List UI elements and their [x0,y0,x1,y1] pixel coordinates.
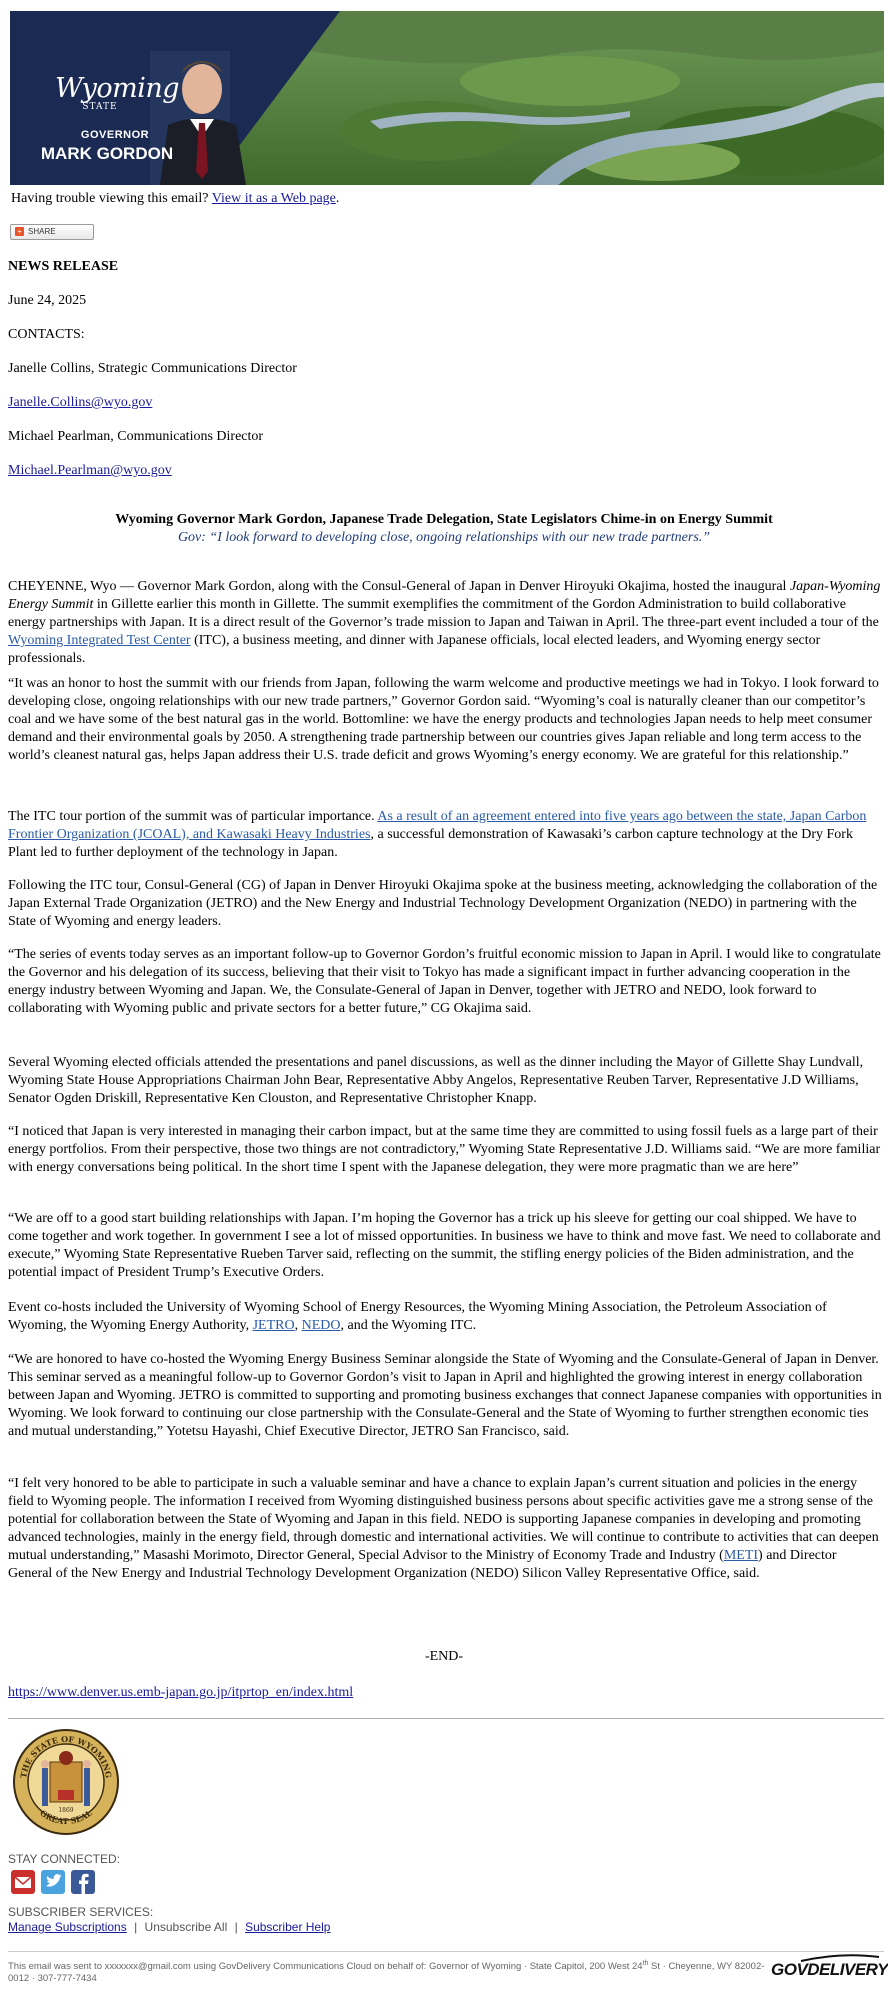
contact-2-name: Michael Pearlman, Communications Director [8,429,264,444]
jetro-link[interactable]: JETRO [252,1318,295,1333]
share-button[interactable]: + SHARE [10,224,94,240]
footer-divider [8,1951,884,1952]
email-icon[interactable] [10,1869,36,1895]
seal-top-text: THE STATE OF WYOMING [18,1733,114,1779]
paragraph-3: The ITC tour portion of the summit was of particular importance. As a result of an agreement entered into five years ago between the state, Japan Carbon Frontier Organization (JCOAL), and Kawasaki Heavy Industries, a successful demonstration of Kawasaki’s carbon capture technology at the Dry Fork Plant led to further deployment of the technology in Japan. [8,809,867,860]
meti-link[interactable]: METI [723,1548,759,1563]
itc-link[interactable]: Wyoming Integrated Test Center [8,633,191,648]
contact-1-name: Janelle Collins, Strategic Communications Director [8,361,297,376]
contact-2-email-link[interactable]: Michael.Pearlman@wyo.gov [8,463,172,478]
contact-1-email-link[interactable]: Janelle.Collins@wyo.gov [8,395,153,410]
paragraph-7: “I noticed that Japan is very interested in managing their carbon impact, but at the same time they are committed to using fossil fuels as a large part of their energy portfolios. From their perspective, those two things are not contradictory,” Wyoming State Representative J.D. Williams said. “We are more familiar with energy conversations being political. In the short time I spent with the Japanese delegation, they were more pragmatic than we are here” [8,1124,881,1175]
unsubscribe-all-text: Unsubscribe All [144,1920,228,1934]
governor-label: GOVERNOR [80,129,150,141]
governor-name: MARK GORDON [40,144,174,163]
divider [8,1718,884,1719]
logo-text: Wyoming [55,73,180,104]
footer-note: This email was sent to xxxxxxx@gmail.com using GovDelivery Communications Cloud on behalf of: Governor of Wyoming · State Capitol, 200 West 24th St · Cheyenne, WY 82002-0012 · 307-777-7434 [8,1960,765,1985]
view-as-webpage-link[interactable]: View it as a Web page [211,191,336,206]
seal-bottom-text: GREAT SEAL [38,1807,94,1827]
twitter-icon[interactable] [40,1869,66,1895]
headline: Wyoming Governor Mark Gordon, Japanese Trade Delegation, State Legislators Chime-in on Energy Summit [115,512,773,527]
embassy-link[interactable]: https://www.denver.us.emb-japan.go.jp/itprtop_en/index.html [8,1685,354,1700]
news-release-label: NEWS RELEASE [8,259,119,274]
subhead: Gov: “I look forward to developing close, ongoing relationships with our new trade partners.” [177,530,711,545]
logo-subtext: STATE [82,102,118,112]
nedo-link[interactable]: NEDO [301,1318,341,1333]
paragraph-5: “The series of events today serves as an important follow-up to Governor Gordon’s fruitful economic mission to Japan in April. I would like to congratulate the Governor and his delegation of its success, believing that their visit to Tokyo has made a significant impact in further advancing cooperation in the energy industry between Wyoming and Japan. We, the Consulate-General of Japan in Denver, together with JETRO and NEDO, look forward to collaborating with Wyoming public and private sectors for a better future,” CG Okajima said. [8,947,881,1016]
paragraph-11: “I felt very honored to be able to participate in such a valuable seminar and have a chance to explain Japan’s current situation and policies in the energy field to Wyoming people. The information I received from Wyoming distinguished business persons about specific activities gave me a strong sense of the potential for collaboration between the State of Wyoming and Japan in this field. NEDO is supporting Japanese companies in developing and promoting advanced technologies, mainly in the energy field, through domestic and international activities. We will continue to contribute to activities that can deepen mutual understanding,” Masashi Morimoto, Director General, Special Advisor to the Ministry of Economy Trade and Industry (METI) and Director General of the New Energy and Industrial Technology Development Organization (NEDO) Silicon Valley Representative Office, said. [8,1476,879,1581]
wyoming-logo [55,73,180,112]
paragraph-10: “We are honored to have co-hosted the Wyoming Energy Business Seminar alongside the State of Wyoming and the Consulate-General of Japan in Denver. This seminar served as a meaningful follow-up to Governor Gordon’s visit to Japan in April and highlighted the growing interest in energy collaboration between Japan and Wyoming. JETRO is committed to supporting and promoting business exchanges that connect Japanese companies with opportunities in Wyoming. We look forward to continuing our close partnership with the Consulate-General and the State of Wyoming to further strengthen economic ties and mutual understanding,” Yotetsu Hayashi, Chief Executive Director, JETRO San Francisco, said. [8,1352,882,1439]
plus-icon: + [15,227,24,236]
paragraph-2: “It was an honor to host the summit with our friends from Japan, following the warm welcome and productive meetings we had in Tokyo. I look forward to developing close, ongoing relationships with our new trade partners,” Governor Gordon said. “Wyoming’s coal is naturally cleaner than our competitor’s coal and we have some of the best natural gas in the world. Bottomline: we have the energy products and technologies Japan needs to help meet consumer demand and their environmental goals by 2050. A strengthening trade partnership between our countries gives Japan reliable and long term access to the world’s cleanest natural gas, helps Japan address their U.S. trade deficit and grows Wyoming’s energy economy. We are grateful for this relationship.” [8,676,879,763]
paragraph-1: CHEYENNE, Wyo — Governor Mark Gordon, along with the Consul-General of Japan in Denver Hiroyuki Okajima, hosted the inaugural Japan-Wyoming Energy Summit in Gillette earlier this month in Gillette. The summit exemplifies the commitment of the Gordon Administration to build collaborative energy partnerships with Japan. It is a direct result of the Governor’s trade mission to Japan and Taiwan in April. The three-part event included a tour of the Wyoming Integrated Test Center (ITC), a business meeting, and dinner with Japanese officials, local elected leaders, and Wyoming energy sector professionals. [8,579,881,666]
stay-connected-label: STAY CONNECTED: [8,1852,121,1866]
facebook-icon[interactable] [70,1869,96,1895]
paragraph-8: “We are off to a good start building relationships with Japan. I’m hoping the Governor has a trick up his sleeve for getting our coal shipped. We have to come together and work together. In government I see a lot of missed opportunities. In business we have to think and move fast. We need to collaborate and execute,” Wyoming State Representative Rueben Tarver said, reflecting on the summit, the stifling energy policies of the Biden administration, and the potential impact of President Trump’s Executive Orders. [8,1211,881,1280]
view-trouble-line: Having trouble viewing this email? View it as a Web page. [11,191,340,206]
seal-year-text: 1869 [58,1807,74,1814]
subscriber-services-label: SUBSCRIBER SERVICES: [8,1905,154,1919]
wyoming-great-seal [12,1728,120,1836]
subscriber-help-link[interactable]: Subscriber Help [245,1920,331,1934]
paragraph-4: Following the ITC tour, Consul-General (CG) of Japan in Denver Hiroyuki Okajima spoke at the business meeting, acknowledging the collaboration of the Japan External Trade Organization (JETRO) and the New Energy and Industrial Technology Development Organization (NEDO) in partnering with the State of Wyoming and energy leaders. [8,878,878,929]
govdelivery-logo: GOVDELIVERY [771,1960,888,1980]
end-marker: -END- [424,1649,464,1664]
contacts-label: CONTACTS: [8,327,85,342]
paragraph-9: Event co-hosts included the University of Wyoming School of Energy Resources, the Wyoming Mining Association, the Petroleum Association of Wyoming, the Wyoming Energy Authority, JETRO, NEDO, and the Wyoming ITC. [8,1300,827,1333]
agreement-link[interactable]: As a result of an agreement entered into five years ago between the state, Japan Carbon Frontier Organization (JCOAL), and Kawasaki Heavy Industries [8,809,867,842]
manage-subscriptions-link[interactable]: Manage Subscriptions [8,1920,127,1934]
subscriber-links: Manage Subscriptions | Unsubscribe All | Subscriber Help [8,1920,331,1934]
swoosh-icon [771,1954,881,1962]
header-banner [10,11,884,185]
paragraph-6: Several Wyoming elected officials attended the presentations and panel discussions, as well as the dinner including the Mayor of Gillette Shay Lundvall, Wyoming State House Appropriations Chairman John Bear, Representative Abby Angelos, Representative Reuben Tarver, Representative J.D Williams, Senator Ogden Driskill, Representative Ken Clouston, and Representative Christopher Knapp. [8,1055,864,1106]
release-date: June 24, 2025 [8,293,87,308]
